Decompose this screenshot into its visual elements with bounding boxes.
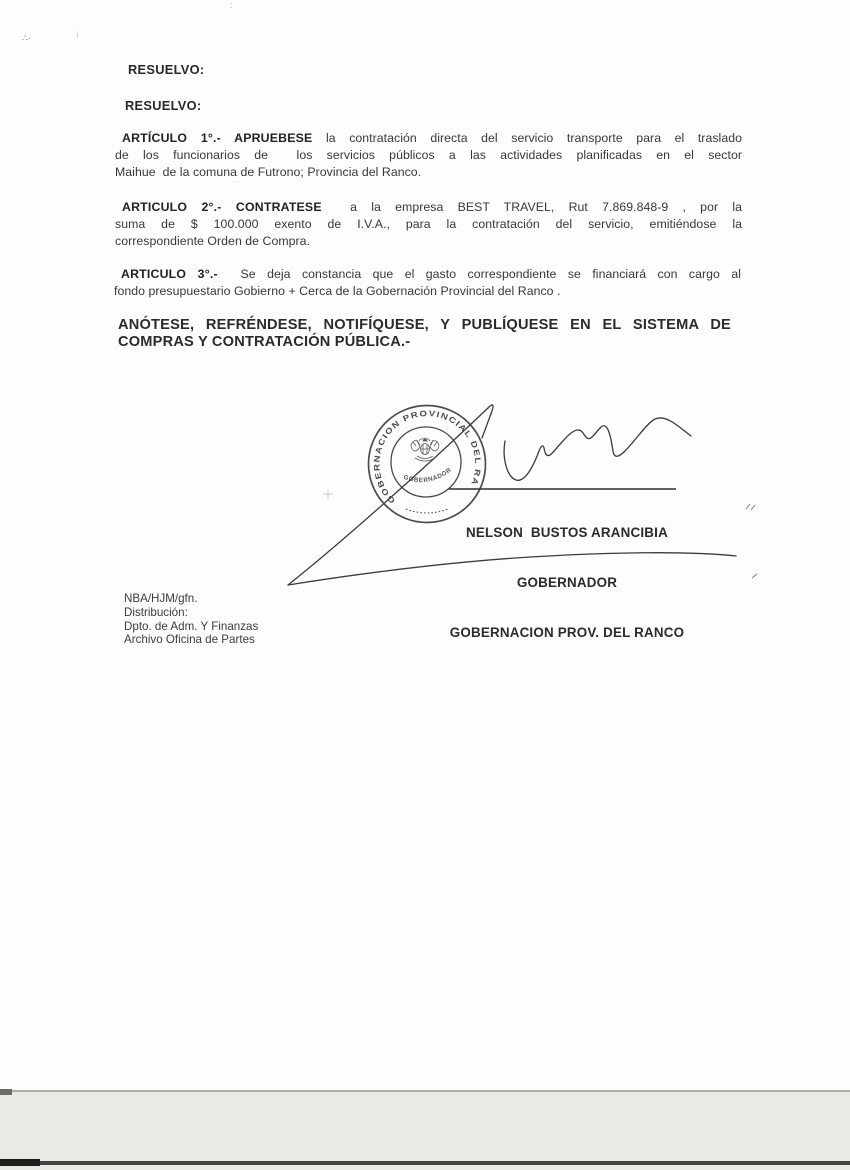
text-line: NBA/HJM/gfn.	[124, 592, 198, 605]
resuelvo-heading-1: RESUELVO:	[128, 62, 205, 77]
order-clause	[118, 317, 731, 352]
svg-text:GOBERNADOR	[401, 466, 454, 487]
paragraph-articulo-2	[115, 199, 742, 251]
signer-title: GOBERNADOR	[516, 574, 618, 590]
signature-squiggle	[504, 418, 691, 480]
stamp-center-text: GOBERNADOR	[402, 466, 454, 485]
text-line: Archivo Oficina de Partes	[124, 633, 255, 647]
scan-speck: ∴·	[22, 33, 31, 43]
coat-of-arms-icon	[411, 438, 439, 461]
text-line: Maihue de la comuna de Futrono; Provincia del Ranco.	[115, 165, 422, 180]
text-line: ANÓTESE, REFRÉNDESE, NOTIFÍQUESE, Y PUBLÍQUESE EN EL SISTEMA DE	[118, 317, 731, 333]
text-line: Distribución:	[124, 605, 188, 619]
signer-office: GOBERNACION PROV. DEL RANCO	[449, 625, 685, 641]
text-line: ARTICULO 2°.- CONTRATESE a la empresa BEST TRAVEL, Rut 7.869.848-9 , por la	[122, 200, 742, 214]
text-line: ARTÍCULO 1°.- APRUEBESE la contratación directa del servicio transporte para el traslado	[122, 131, 742, 145]
scan-bottom-edge-line	[0, 1161, 850, 1165]
stamp-ring-text: GOBERNACION PROVINCIAL DEL RANCO	[372, 408, 483, 506]
text-line: de los funcionarios de los servicios públicos a las actividades planificadas en el sector	[115, 148, 742, 163]
scan-speck: ¡	[76, 29, 79, 38]
paragraph-articulo-3	[114, 266, 741, 300]
text-line: ARTICULO 3°.- Se deja constancia que el gasto correspondiente se financiará con cargo al	[121, 267, 741, 281]
paragraph-articulo-1	[115, 130, 742, 182]
ink-speck-right-lower	[752, 574, 757, 578]
article-lead: ARTÍCULO 1°.- APRUEBESE	[122, 131, 313, 145]
text-line: correspondiente Orden de Compra.	[115, 234, 311, 249]
faint-plus-mark	[323, 489, 333, 499]
text-line: Dpto. de Adm. Y Finanzas	[124, 619, 259, 633]
article-lead: ARTICULO 3°.-	[121, 267, 218, 281]
text-line: suma de $ 100.000 exento de I.V.A., para la contratación del servicio, emitiéndose la	[115, 217, 742, 232]
scan-bottom-band	[0, 1090, 850, 1170]
text-line: COMPRAS Y CONTRATACIÓN PÚBLICA.-	[118, 334, 411, 351]
ink-speck-right-upper	[746, 504, 755, 510]
signature-block	[436, 491, 698, 676]
article-lead: ARTICULO 2°.- CONTRATESE	[122, 200, 322, 214]
resuelvo-heading-2: RESUELVO:	[125, 98, 202, 113]
scan-speck: :	[230, 0, 233, 10]
distribution-block	[124, 592, 258, 647]
scan-bottom-edge-cap	[0, 1159, 40, 1166]
scan-speck: -··	[233, 179, 240, 186]
signer-name: NELSON BUSTOS ARANCIBIA	[466, 524, 668, 540]
text-line: fondo presupuestario Gobierno + Cerca de la Gobernación Provincial del Ranco .	[114, 284, 561, 299]
stamp-inner-ring	[391, 427, 461, 497]
scan-edge-nub	[0, 1089, 12, 1095]
